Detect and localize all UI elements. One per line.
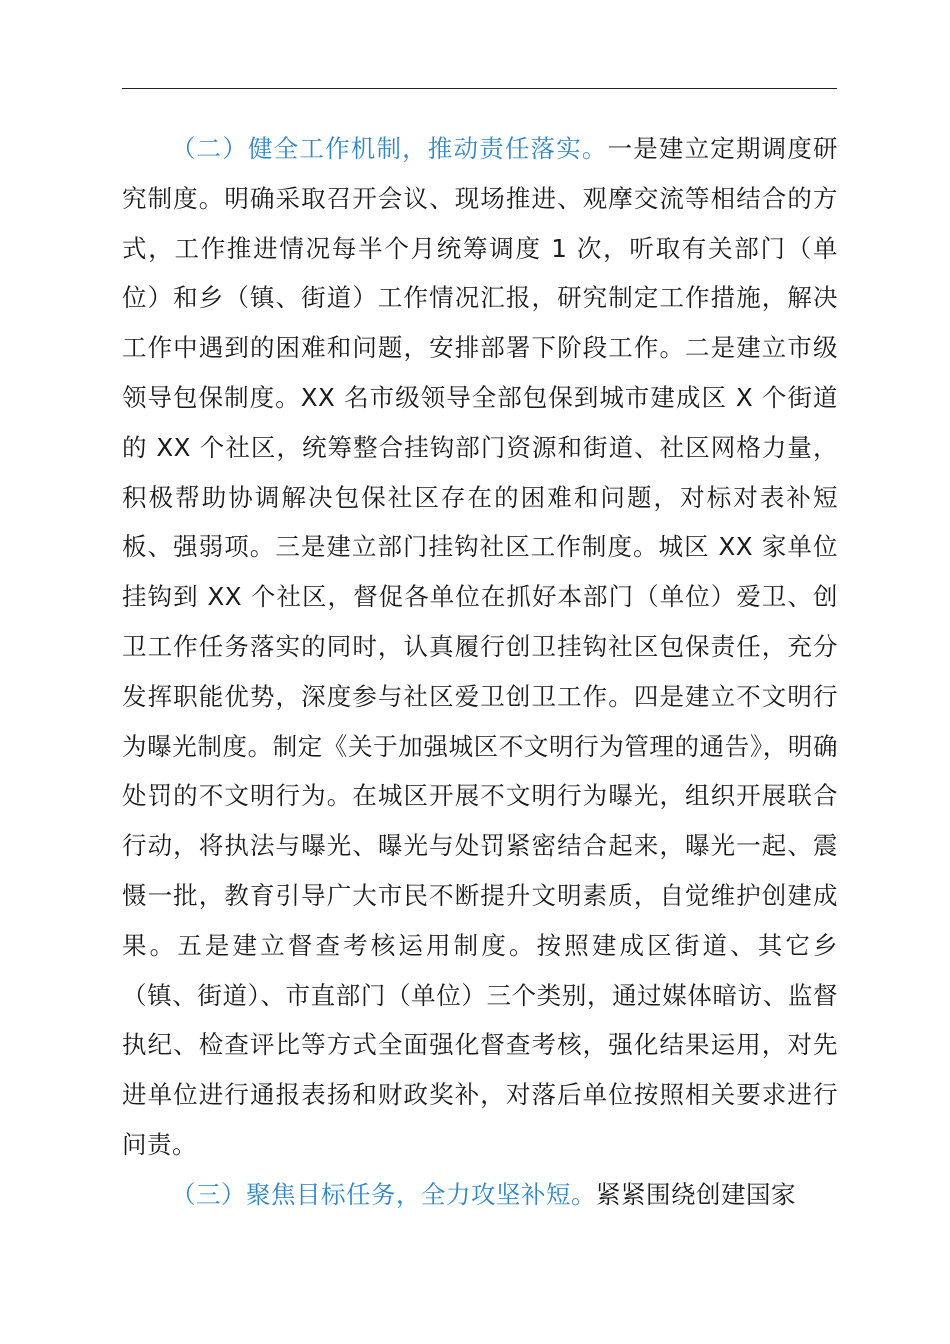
paragraph-text-2: 一是建立定期调度研究制度。明确采取召开会议、现场推进、观摩交流等相结合的方式，工作推进情况每半个月统筹调度 1 次，听取有关部门（单位）和乡（镇、街道）工作情况汇报，研究制定工作措施，解决工作中遇到的困难和问题，安排部署下阶段工作。二是建立市级领导包保制度。XX 名市级领导全部包保到城市建成区 X 个街道的 XX 个社区，统筹整合挂钩部门资源和街道、社区网格力量，积极帮助协调解决包保社区存在的困难和问题，对标对表补短板、强弱项。三是建立部门挂钩社区工作制度。城区 XX 家单位挂钩到 XX 个社区，督促各单位在抓好本部门（单位）爱卫、创卫工作任务落实的同时，认真履行创卫挂钩社区包保责任，充分发挥职能优势，深度参与社区爱卫创卫工作。四是建立不文明行为曝光制度。制定《关于加强城区不文明行为管理的通告》，明确处罚的不文明行为。在城区开展不文明行为曝光，组织开展联合行动，将执法与曝光、曝光与处罚紧密结合起来，曝光一起、震慑一批，教育引导广大市民不断提升文明素质，自觉维护创建成果。五是建立督查考核运用制度。按照建成区街道、其它乡（镇、街道）、市直部门（单位）三个类别，通过媒体暗访、监督执纪、检查评比等方式全面强化督查考核，强化结果运用，对先进单位进行通报表扬和财政奖补，对落后单位按照相关要求进行问责。 [122, 134, 839, 1159]
header-rule [122, 88, 837, 89]
section-heading-2: （二）健全工作机制，推动责任落实。 [171, 134, 608, 163]
paragraph-text-3: 紧紧围绕创建国家 [596, 1179, 796, 1209]
document-body [122, 124, 838, 1220]
section-heading-3: （三）聚焦目标任务，全力攻坚补短。 [171, 1179, 596, 1209]
paragraph-section-2 [122, 124, 838, 1170]
paragraph-section-3 [122, 1170, 838, 1220]
